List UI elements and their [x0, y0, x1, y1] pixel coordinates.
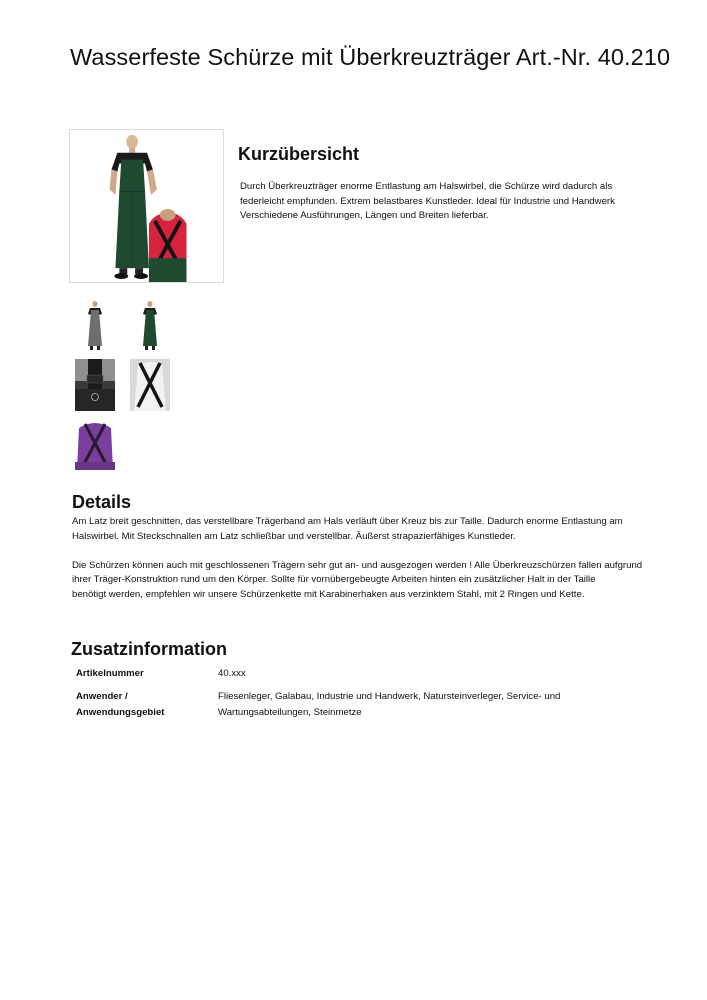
text-line: Durch Überkreuzträger enorme Entlastung am Halswirbel, die Schürze wird dadurch als	[240, 181, 613, 192]
details-text	[72, 515, 652, 602]
kurzuebersicht-heading: Kurzübersicht	[238, 144, 360, 164]
buckle-closeup-photo	[75, 359, 115, 411]
info-label-anwender: Anwender / Anwendungsgebiet	[76, 691, 165, 718]
info-value-artikelnummer: 40.xxx	[218, 668, 246, 679]
cross-straps-purple-photo	[75, 418, 115, 470]
text-line: federleicht empfunden. Extrem belastbares Kunstleder. Ideal für Industrie und Handwerk	[240, 195, 615, 207]
text-line: benötigt werden, empfehlen wir unsere Schürzenkette mit Karabinerhaken aus verzinktem Stahl, mit 2 Ringen und Kette.	[72, 588, 585, 600]
details-heading: Details	[72, 492, 132, 512]
info-value-anwender: Fliesenleger, Galabau, Industrie und Handwerk, Natursteinverleger, Service- und Wartungsabteilungen, Steinmetze	[218, 691, 561, 718]
info-label-artikelnummer: Artikelnummer	[76, 668, 144, 679]
thumbnail-green-apron[interactable]	[130, 300, 170, 352]
apron-model-photo	[70, 130, 223, 282]
thumbnail-grey-apron[interactable]	[75, 300, 115, 352]
thumbnail-cross-straps-purple[interactable]	[75, 418, 115, 470]
main-product-image[interactable]	[69, 129, 224, 283]
thumbnail-cross-straps-white[interactable]	[130, 359, 170, 411]
zusatzinformation-heading: Zusatzinformation	[71, 639, 227, 659]
grey-apron-photo	[75, 300, 115, 352]
paragraph-gap	[72, 544, 652, 559]
text-line: Verschiedene Ausführungen, Längen und Breiten lieferbar.	[240, 210, 489, 221]
thumbnail-buckle-closeup[interactable]	[75, 359, 115, 411]
cross-straps-white-photo	[130, 359, 170, 411]
page-title: Wasserfeste Schürze mit Überkreuzträger Art.-Nr. 40.210	[70, 44, 671, 70]
text-line: Halswirbel. Mit Steckschnallen am Latz schließbar und verstellbar. Äußerst strapazierfähiges Kunstleder.	[72, 530, 516, 542]
green-apron-photo	[130, 300, 170, 352]
text-line: ihrer Träger-Konstruktion rund um den Körper. Sollte für vornübergebeugte Arbeiten hinten ein zusätzlicher Halt in der Taille	[72, 574, 596, 585]
text-line: Am Latz breit geschnitten, das verstellbare Trägerband am Hals verläuft über Kreuz bis zur Taille. Dadurch enorme Entlastung am	[72, 516, 623, 527]
text-line: Die Schürzen können auch mit geschlossenen Trägern sehr gut an- und ausgezogen werden ! Alle Überkreuzschürzen fallen aufgrund	[72, 559, 643, 571]
kurzuebersicht-text	[240, 180, 660, 224]
